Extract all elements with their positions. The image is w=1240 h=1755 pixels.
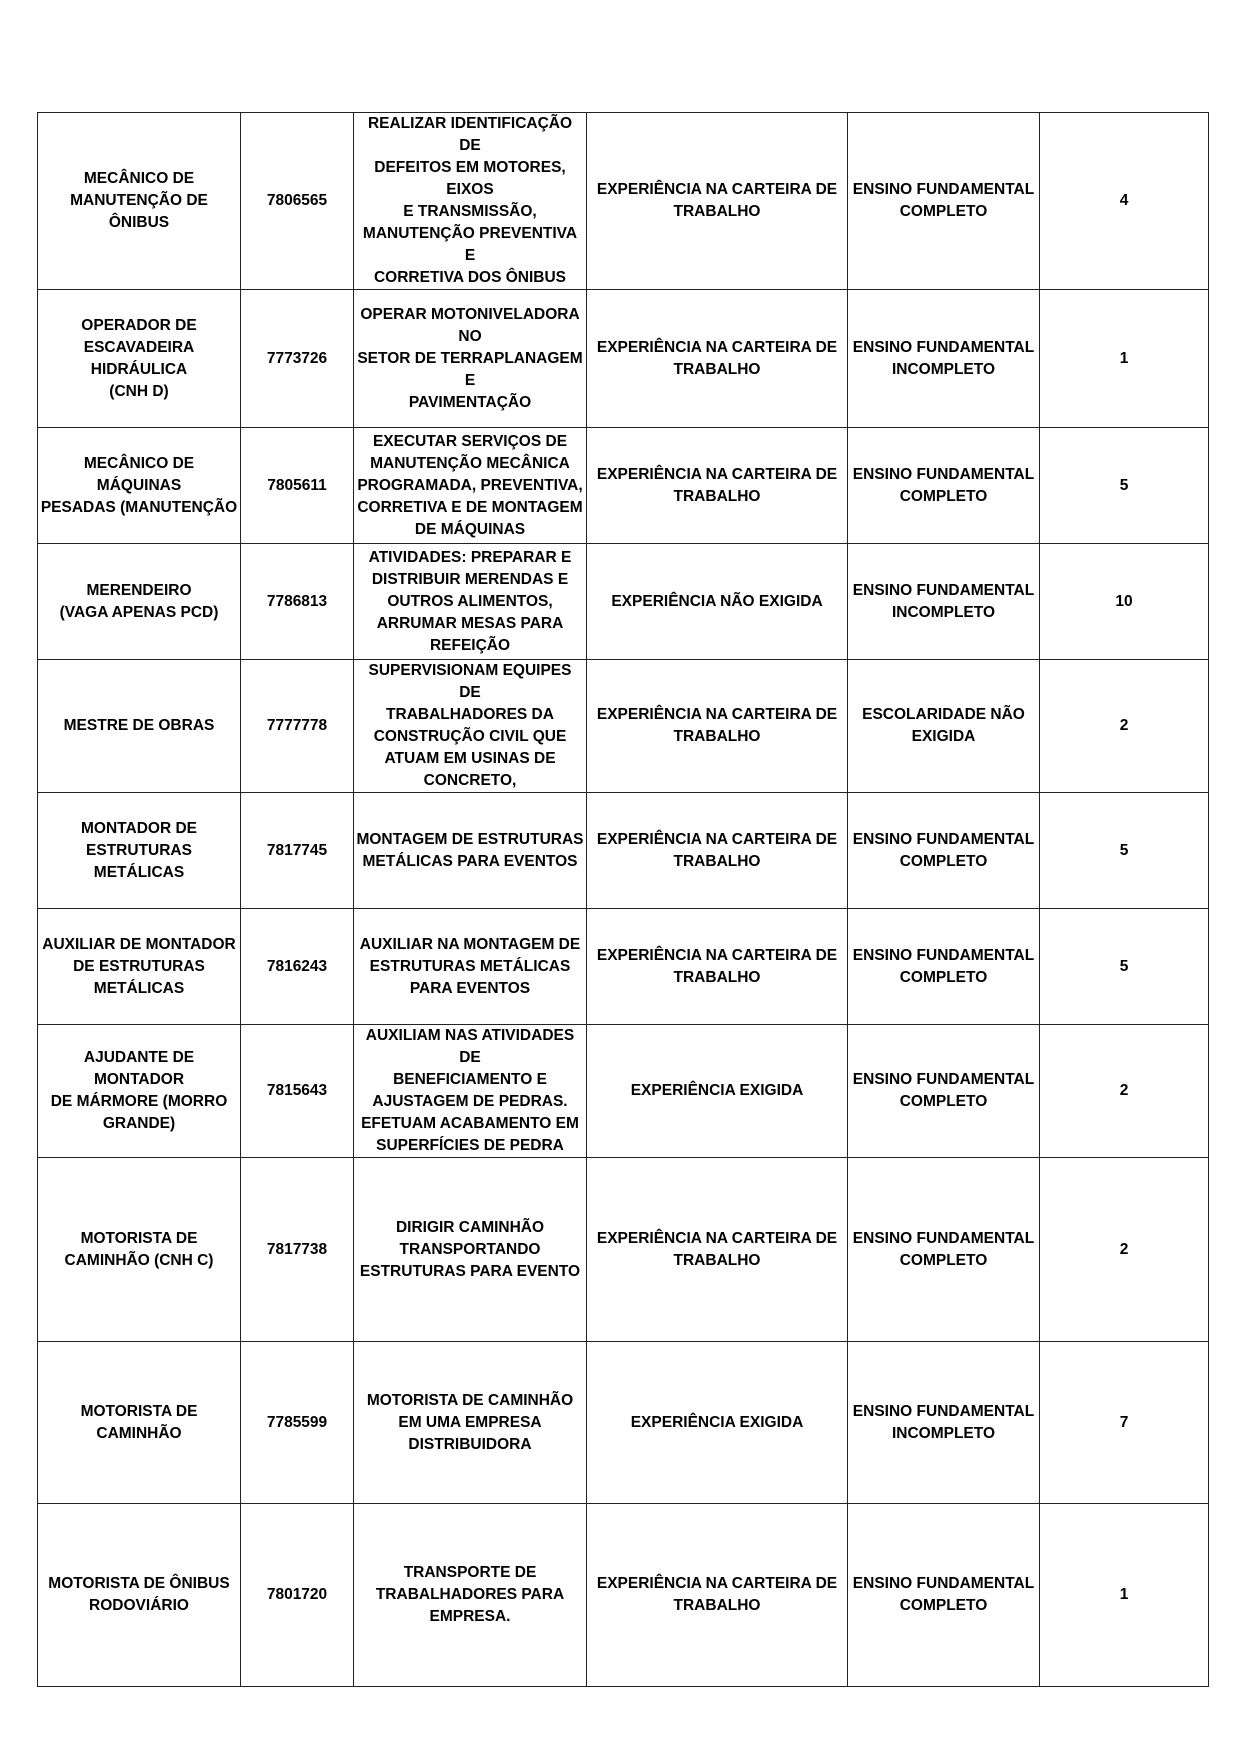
job-title-cell-text: MECÂNICO DE MANUTENÇÃO DE ÔNIBUS	[70, 170, 208, 231]
job-title-cell	[38, 544, 241, 660]
education-requirement-cell	[848, 1025, 1040, 1158]
experience-requirement-cell	[587, 660, 848, 793]
education-requirement-cell	[848, 1342, 1040, 1504]
education-requirement-cell	[848, 793, 1040, 909]
education-requirement-cell-text: ENSINO FUNDAMENTAL COMPLETO	[852, 181, 1035, 220]
job-code-cell-text: 7785599	[266, 1413, 328, 1431]
job-title-cell-text: MECÂNICO DE MÁQUINAS PESADAS (MANUTENÇÃO	[40, 454, 238, 516]
table-row	[38, 1025, 1209, 1158]
job-description-cell	[354, 113, 587, 290]
job-title-cell	[38, 793, 241, 909]
table-row	[38, 660, 1209, 793]
vacancy-count-cell	[1040, 1158, 1209, 1342]
job-code-cell	[241, 793, 354, 909]
job-description-cell	[354, 1158, 587, 1342]
job-title-cell	[38, 1342, 241, 1504]
experience-requirement-cell	[587, 909, 848, 1025]
experience-requirement-cell-text: EXPERIÊNCIA NA CARTEIRA DE TRABALHO	[596, 946, 838, 986]
vacancy-count-cell	[1040, 428, 1209, 544]
experience-requirement-cell	[587, 1504, 848, 1687]
vacancy-count-cell	[1040, 660, 1209, 793]
job-description-cell-text: AUXILIAR NA MONTAGEM DE ESTRUTURAS METÁLICAS PARA EVENTOS	[359, 935, 581, 997]
job-title-cell	[38, 1504, 241, 1687]
job-title-cell-text: OPERADOR DE ESCAVADEIRA HIDRÁULICA (CNH D)	[81, 316, 197, 400]
vacancy-count-cell-text: 2	[1119, 1240, 1129, 1258]
education-requirement-cell-text: ENSINO FUNDAMENTAL COMPLETO	[852, 946, 1035, 986]
job-title-cell	[38, 113, 241, 290]
experience-requirement-cell	[587, 544, 848, 660]
experience-requirement-cell-text: EXPERIÊNCIA NA CARTEIRA DE TRABALHO	[596, 181, 838, 220]
job-description-cell	[354, 909, 587, 1025]
vacancy-count-cell	[1040, 113, 1209, 290]
job-code-cell-text: 7806565	[266, 192, 328, 209]
job-title-cell-text: MERENDEIRO (VAGA APENAS PCD)	[59, 581, 219, 621]
job-description-cell-text: EXECUTAR SERVIÇOS DE MANUTENÇÃO MECÂNICA PROGRAMADA, PREVENTIVA, CORRETIVA E DE MONTAGEM DE MÁQUINAS	[357, 432, 583, 538]
job-code-cell-text: 7816243	[266, 957, 328, 975]
job-code-cell-text: 7815643	[266, 1082, 328, 1099]
job-title-cell	[38, 1158, 241, 1342]
table-row	[38, 1158, 1209, 1342]
job-description-cell	[354, 290, 587, 428]
experience-requirement-cell	[587, 1025, 848, 1158]
table-row	[38, 1342, 1209, 1504]
education-requirement-cell	[848, 909, 1040, 1025]
experience-requirement-cell	[587, 793, 848, 909]
table-row	[38, 1504, 1209, 1687]
education-requirement-cell-text: ENSINO FUNDAMENTAL COMPLETO	[852, 1575, 1035, 1614]
education-requirement-cell-text: ESCOLARIDADE NÃO EXIGIDA	[862, 706, 1025, 745]
job-title-cell-text: AJUDANTE DE MONTADOR DE MÁRMORE (MORRO GRANDE)	[50, 1049, 228, 1132]
job-description-cell	[354, 544, 587, 660]
job-description-cell-text: ATIVIDADES: PREPARAR E DISTRIBUIR MERENDAS E OUTROS ALIMENTOS, ARRUMAR MESAS PARA REFEIÇÃO	[368, 548, 572, 654]
experience-requirement-cell	[587, 428, 848, 544]
job-title-cell	[38, 909, 241, 1025]
education-requirement-cell	[848, 1504, 1040, 1687]
vacancy-count-cell	[1040, 1025, 1209, 1158]
experience-requirement-cell-text: EXPERIÊNCIA NA CARTEIRA DE TRABALHO	[596, 1229, 838, 1269]
vacancy-count-cell-text: 2	[1119, 1082, 1129, 1099]
experience-requirement-cell	[587, 1342, 848, 1504]
vacancy-count-cell	[1040, 909, 1209, 1025]
table-body	[38, 113, 1209, 1687]
experience-requirement-cell	[587, 113, 848, 290]
vacancy-count-cell-text: 1	[1119, 1586, 1129, 1603]
job-code-cell	[241, 544, 354, 660]
education-requirement-cell-text: ENSINO FUNDAMENTAL COMPLETO	[852, 830, 1035, 870]
job-code-cell	[241, 1504, 354, 1687]
vacancy-count-cell	[1040, 793, 1209, 909]
vacancy-count-cell-text: 2	[1119, 717, 1129, 734]
job-code-cell-text: 7801720	[266, 1586, 328, 1603]
vacancy-count-cell-text: 7	[1119, 1413, 1129, 1431]
job-code-cell	[241, 909, 354, 1025]
vacancy-count-cell	[1040, 544, 1209, 660]
job-code-cell	[241, 660, 354, 793]
vacancy-count-cell-text: 5	[1119, 841, 1129, 859]
job-code-cell-text: 7786813	[266, 592, 328, 610]
job-code-cell-text: 7805611	[267, 476, 327, 494]
experience-requirement-cell	[587, 290, 848, 428]
job-title-cell-text: MOTORISTA DE ÔNIBUS RODOVIÁRIO	[48, 1575, 230, 1614]
vacancy-count-cell-text: 1	[1119, 349, 1129, 367]
vacancy-count-cell	[1040, 290, 1209, 428]
job-description-cell	[354, 1342, 587, 1504]
job-description-cell	[354, 1504, 587, 1687]
experience-requirement-cell-text: EXPERIÊNCIA NA CARTEIRA DE TRABALHO	[596, 465, 838, 505]
job-description-cell-text: OPERAR MOTONIVELADORA NO SETOR DE TERRAPLANAGEM E PAVIMENTAÇÃO	[357, 305, 583, 411]
experience-requirement-cell-text: EXPERIÊNCIA NA CARTEIRA DE TRABALHO	[596, 1575, 838, 1614]
table-row	[38, 793, 1209, 909]
job-code-cell	[241, 1158, 354, 1342]
education-requirement-cell	[848, 428, 1040, 544]
experience-requirement-cell-text: EXPERIÊNCIA NA CARTEIRA DE TRABALHO	[596, 338, 838, 378]
table-row	[38, 290, 1209, 428]
experience-requirement-cell-text: EXPERIÊNCIA EXIGIDA	[630, 1082, 804, 1099]
job-description-cell-text: REALIZAR IDENTIFICAÇÃO DE DEFEITOS EM MOTORES, EIXOS E TRANSMISSÃO, MANUTENÇÃO PREVENTIVA E CORRETIVA DOS ÔNIBUS	[362, 115, 578, 286]
job-title-cell-text: MOTORISTA DE CAMINHÃO	[80, 1402, 198, 1442]
education-requirement-cell	[848, 290, 1040, 428]
job-code-cell	[241, 1342, 354, 1504]
experience-requirement-cell-text: EXPERIÊNCIA NÃO EXIGIDA	[611, 592, 823, 610]
job-title-cell	[38, 428, 241, 544]
job-description-cell	[354, 1025, 587, 1158]
job-description-cell-text: TRANSPORTE DE TRABALHADORES PARA EMPRESA.	[375, 1564, 565, 1625]
education-requirement-cell-text: ENSINO FUNDAMENTAL COMPLETO	[852, 1229, 1035, 1269]
job-description-cell-text: DIRIGIR CAMINHÃO TRANSPORTANDO ESTRUTURAS PARA EVENTO	[359, 1218, 581, 1280]
job-code-cell-text: 7817745	[266, 841, 328, 859]
vacancy-count-cell-text: 5	[1119, 476, 1129, 494]
job-title-cell-text: MOTORISTA DE CAMINHÃO (CNH C)	[64, 1229, 214, 1269]
job-code-cell	[241, 428, 354, 544]
job-title-cell	[38, 1025, 241, 1158]
education-requirement-cell-text: ENSINO FUNDAMENTAL INCOMPLETO	[852, 581, 1035, 621]
education-requirement-cell	[848, 1158, 1040, 1342]
education-requirement-cell-text: ENSINO FUNDAMENTAL COMPLETO	[852, 465, 1035, 505]
experience-requirement-cell	[587, 1158, 848, 1342]
job-title-cell-text: MESTRE DE OBRAS	[63, 717, 215, 734]
table-row	[38, 113, 1209, 290]
vacancy-count-cell	[1040, 1342, 1209, 1504]
job-description-cell-text: MOTORISTA DE CAMINHÃO EM UMA EMPRESA DISTRIBUIDORA	[366, 1391, 574, 1453]
job-description-cell	[354, 428, 587, 544]
education-requirement-cell-text: ENSINO FUNDAMENTAL COMPLETO	[852, 1071, 1035, 1110]
job-description-cell-text: MONTAGEM DE ESTRUTURAS METÁLICAS PARA EVENTOS	[356, 830, 584, 870]
experience-requirement-cell-text: EXPERIÊNCIA NA CARTEIRA DE TRABALHO	[596, 706, 838, 745]
job-description-cell	[354, 660, 587, 793]
education-requirement-cell	[848, 544, 1040, 660]
job-title-cell-text: AUXILIAR DE MONTADOR DE ESTRUTURAS METÁLICAS	[42, 935, 236, 997]
job-description-cell	[354, 793, 587, 909]
vacancy-count-cell-text: 10	[1115, 592, 1133, 610]
education-requirement-cell	[848, 660, 1040, 793]
experience-requirement-cell-text: EXPERIÊNCIA EXIGIDA	[630, 1413, 804, 1431]
vacancy-count-cell-text: 4	[1119, 192, 1129, 209]
education-requirement-cell	[848, 113, 1040, 290]
job-description-cell-text: SUPERVISIONAM EQUIPES DE TRABALHADORES DA CONSTRUÇÃO CIVIL QUE ATUAM EM USINAS DE CONCRETO,	[368, 662, 572, 789]
vacancy-count-cell	[1040, 1504, 1209, 1687]
job-code-cell-text: 7777778	[266, 717, 328, 734]
vacancy-count-cell-text: 5	[1119, 957, 1129, 975]
job-title-cell	[38, 290, 241, 428]
job-title-cell	[38, 660, 241, 793]
table-row	[38, 909, 1209, 1025]
experience-requirement-cell-text: EXPERIÊNCIA NA CARTEIRA DE TRABALHO	[596, 830, 838, 870]
education-requirement-cell-text: ENSINO FUNDAMENTAL INCOMPLETO	[852, 338, 1035, 378]
table-row	[38, 544, 1209, 660]
job-code-cell	[241, 1025, 354, 1158]
table-row	[38, 428, 1209, 544]
job-code-cell-text: 7773726	[266, 349, 328, 367]
job-code-cell-text: 7817738	[266, 1240, 328, 1258]
job-title-cell-text: MONTADOR DE ESTRUTURAS METÁLICAS	[81, 819, 197, 881]
job-code-cell	[241, 113, 354, 290]
job-vacancies-table	[37, 112, 1209, 1687]
job-description-cell-text: AUXILIAM NAS ATIVIDADES DE BENEFICIAMENTO E AJUSTAGEM DE PEDRAS. EFETUAM ACABAMENTO EM SUPERFÍCIES DE PEDRA	[361, 1027, 579, 1154]
education-requirement-cell-text: ENSINO FUNDAMENTAL INCOMPLETO	[852, 1402, 1035, 1442]
job-code-cell	[241, 290, 354, 428]
